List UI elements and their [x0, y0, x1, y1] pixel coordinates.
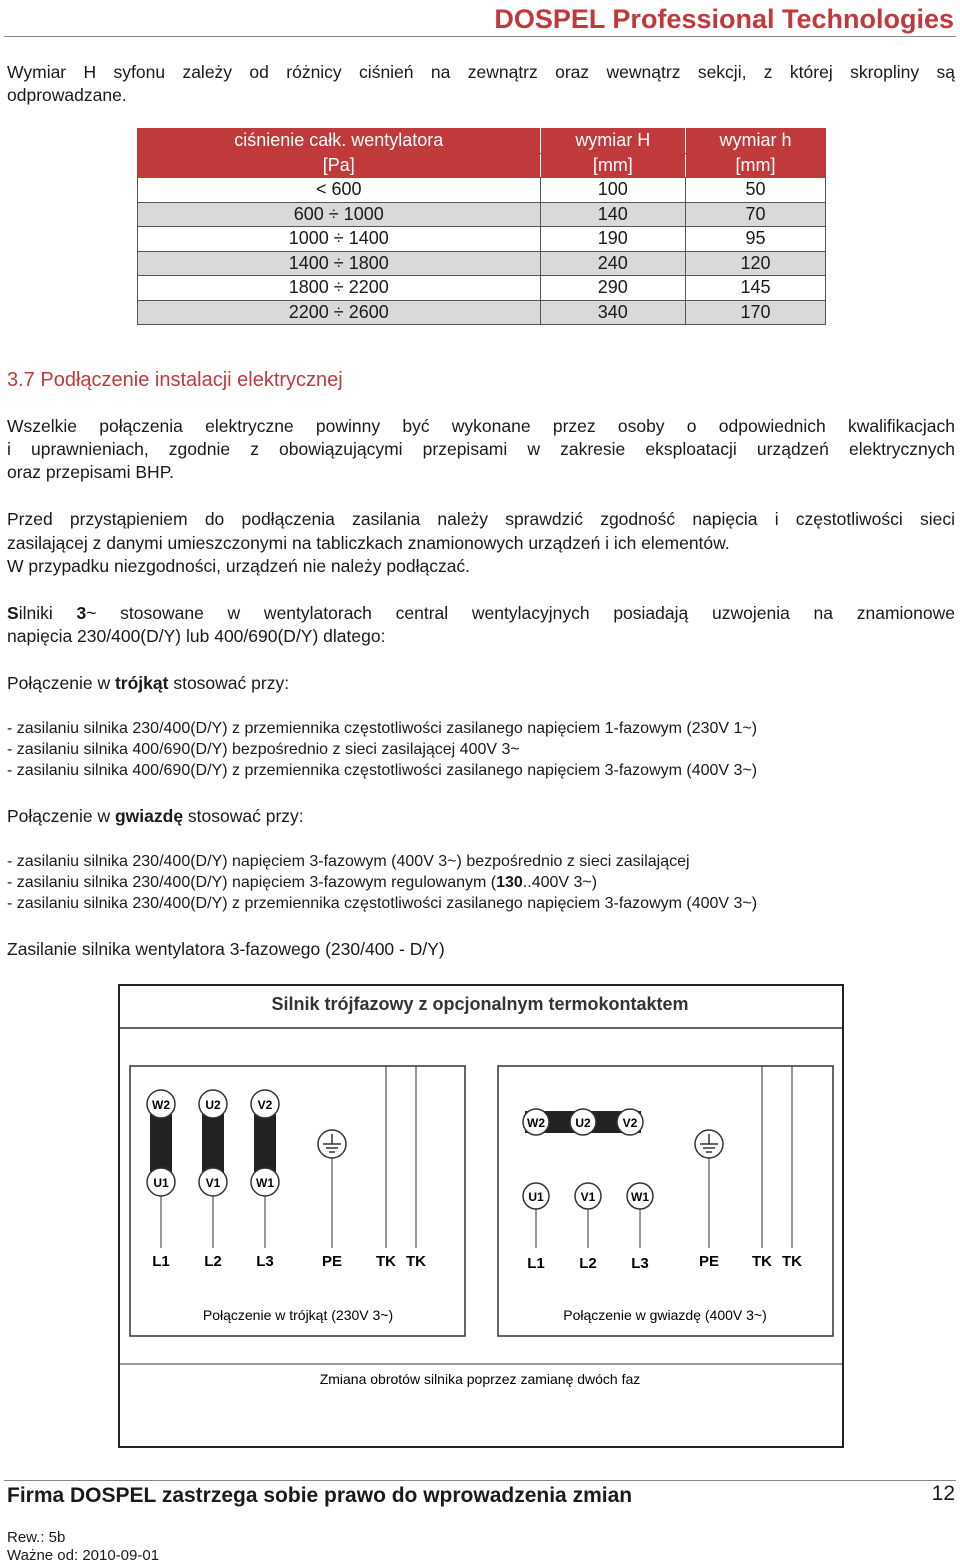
delta-bridge: [202, 1114, 224, 1174]
p3-text-tail: ~ stosowane w wentylatorach central wentylacyjnych posiadają uzwojenia na znamionowe: [86, 603, 955, 623]
revision: Rew.: 5b: [7, 1529, 66, 1546]
delta-bridge: [150, 1114, 172, 1174]
table-unit-row: [138, 153, 826, 178]
delta-panel: [130, 1066, 465, 1336]
star-item2-pre: - zasilaniu silnika 230/400(D/Y) napięciem 3-fazowym regulowanym (: [7, 874, 497, 891]
table-cell: 140: [540, 202, 686, 227]
terminal-label: W2: [527, 1116, 545, 1130]
header-cell: wymiar H: [540, 129, 686, 154]
star-caption: Połączenie w gwiazdę (400V 3~): [563, 1307, 767, 1323]
delta-pre: Połączenie w: [7, 673, 115, 693]
star-heading: [7, 805, 955, 828]
diagram-note: Zmiana obrotów silnika poprzez zamianę dwóch faz: [319, 1371, 641, 1387]
footer-rule: [4, 1480, 956, 1481]
line-label: L2: [579, 1255, 597, 1272]
terminal-label: W2: [152, 1098, 170, 1112]
header-cell: wymiar h: [686, 129, 826, 154]
delta-item: - zasilaniu silnika 400/690(D/Y) bezpośrednio z sieci zasilającej 400V 3~: [7, 741, 520, 758]
table-cell: 120: [686, 251, 826, 276]
terminal-label: U2: [575, 1116, 591, 1130]
brand-title: DOSPEL Professional Technologies: [494, 4, 954, 34]
unit-cell: [mm]: [686, 153, 826, 178]
p3-text: ilniki: [18, 603, 77, 623]
delta-caption: Połączenie w trójkąt (230V 3~): [202, 1307, 394, 1323]
table-cell: 190: [540, 227, 686, 252]
delta-heading: [7, 672, 955, 695]
line-label: L1: [527, 1255, 545, 1272]
diagram-title: Silnik trójfazowy z opcjonalnym termokontaktem: [271, 994, 689, 1014]
p3-line-2: napięcia 230/400(D/Y) lub 400/690(D/Y) dlatego:: [7, 626, 386, 646]
header-cell: ciśnienie całk. wentylatora: [138, 129, 541, 154]
terminal-label: U1: [528, 1190, 544, 1204]
table-cell: 170: [686, 300, 826, 325]
line-label: L2: [204, 1253, 222, 1270]
terminal-label: U1: [153, 1176, 169, 1190]
line-label: PE: [698, 1253, 720, 1270]
table-cell: 340: [540, 300, 686, 325]
terminal-label: U2: [205, 1098, 221, 1112]
intro-line-2: odprowadzane.: [7, 85, 127, 105]
star-item: - zasilaniu silnika 230/400(D/Y) z przemiennika częstotliwości zasilanego napięciem 3-fazowym (400V 3~): [7, 895, 758, 912]
p2-line-2: zasilającej z danymi umieszczonymi na tabliczkach znamionowych urządzeń i ich elementów.: [7, 533, 730, 553]
line-label: TK: [406, 1253, 426, 1270]
line-label: TK: [752, 1253, 772, 1270]
table-row: [138, 300, 826, 325]
terminal-label: V1: [580, 1190, 596, 1204]
table-cell: 290: [540, 276, 686, 301]
delta-bridge: [254, 1114, 276, 1174]
p1-line-3: oraz przepisami BHP.: [7, 462, 174, 482]
table-cell: < 600: [138, 178, 541, 203]
table-cell: 95: [686, 227, 826, 252]
p1-line-2: i uprawnieniach, zgodnie z obowiązującymi przepisami w zakresie eksploatacji urządzeń elektrycznych: [7, 439, 955, 459]
terminal-label: V1: [205, 1176, 221, 1190]
intro-line-1: Wymiar H syfonu zależy od różnicy ciśnień na zewnątrz oraz wewnątrz sekcji, z której skropliny są: [7, 62, 955, 82]
wiring-diagram: [118, 984, 844, 1448]
line-label: L1: [152, 1253, 170, 1270]
table-cell: 240: [540, 251, 686, 276]
section-title: 3.7 Podłączenie instalacji elektrycznej: [7, 369, 343, 391]
bold-three: 3: [76, 603, 87, 623]
star-item: [7, 872, 955, 893]
table-cell: 600 ÷ 1000: [138, 202, 541, 227]
wiring-diagram-svg: [120, 986, 842, 1446]
ground-icon: [695, 1130, 723, 1158]
table-cell: 1800 ÷ 2200: [138, 276, 541, 301]
table-cell: 145: [686, 276, 826, 301]
table-cell: 50: [686, 178, 826, 203]
valid-from: Ważne od: 2010-09-01: [7, 1547, 160, 1564]
p3-line-1: [7, 602, 955, 625]
header-rule: [4, 36, 956, 37]
terminal-label: W1: [631, 1190, 649, 1204]
delta-post: stosować przy:: [168, 673, 290, 693]
line-label: TK: [376, 1253, 396, 1270]
line-label: L3: [631, 1255, 649, 1272]
delta-bold: trójkąt: [114, 673, 169, 693]
table-row: [138, 276, 826, 301]
ground-icon: [318, 1130, 346, 1158]
delta-item: - zasilaniu silnika 400/690(D/Y) z przemiennika częstotliwości zasilanego napięciem 3-fazowym (400V 3~): [7, 762, 758, 779]
star-item2-post: ..400V 3~): [522, 874, 598, 891]
page-number: 12: [931, 1482, 955, 1505]
terminal-label: V2: [622, 1116, 638, 1130]
delta-item: - zasilaniu silnika 230/400(D/Y) z przemiennika częstotliwości zasilanego napięciem 1-fazowym (230V 1~): [7, 720, 758, 737]
table-cell: 70: [686, 202, 826, 227]
p1-line-1: Wszelkie połączenia elektryczne powinny być wykonane przez osoby o odpowiednich kwalifikacjach: [7, 416, 955, 436]
star-post: stosować przy:: [183, 806, 304, 826]
table-row: [138, 251, 826, 276]
star-bold: gwiazdę: [114, 806, 184, 826]
line-label: PE: [321, 1253, 343, 1270]
footer-notice: Firma DOSPEL zastrzega sobie prawo do wprowadzenia zmian: [7, 1484, 633, 1507]
p2-line-3: W przypadku niezgodności, urządzeń nie należy podłączać.: [7, 556, 471, 576]
line-label: TK: [782, 1253, 802, 1270]
star-item: - zasilaniu silnika 230/400(D/Y) napięciem 3-fazowym (400V 3~) bezpośrednio z sieci zasilającej: [7, 853, 690, 870]
line-label: L3: [256, 1253, 274, 1270]
bold-s: S: [7, 603, 19, 623]
unit-cell: [Pa]: [138, 153, 541, 178]
terminal-label: V2: [257, 1098, 273, 1112]
table-row: [138, 227, 826, 252]
star-pre: Połączenie w: [7, 806, 115, 826]
table-cell: 2200 ÷ 2600: [138, 300, 541, 325]
table-row: [138, 202, 826, 227]
unit-cell: [mm]: [540, 153, 686, 178]
supply-heading: Zasilanie silnika wentylatora 3-fazowego (230/400 - D/Y): [7, 939, 445, 959]
table-cell: 1400 ÷ 1800: [138, 251, 541, 276]
siphon-table: [137, 128, 826, 325]
table-cell: 100: [540, 178, 686, 203]
table-row: [138, 178, 826, 203]
p2-line-1: Przed przystąpieniem do podłączenia zasilania należy sprawdzić zgodność napięcia i częstotliwości sieci: [7, 509, 955, 529]
terminal-label: W1: [256, 1176, 274, 1190]
star-item2-bold: 130: [496, 874, 523, 891]
table-header-row: [138, 129, 826, 154]
table-cell: 1000 ÷ 1400: [138, 227, 541, 252]
